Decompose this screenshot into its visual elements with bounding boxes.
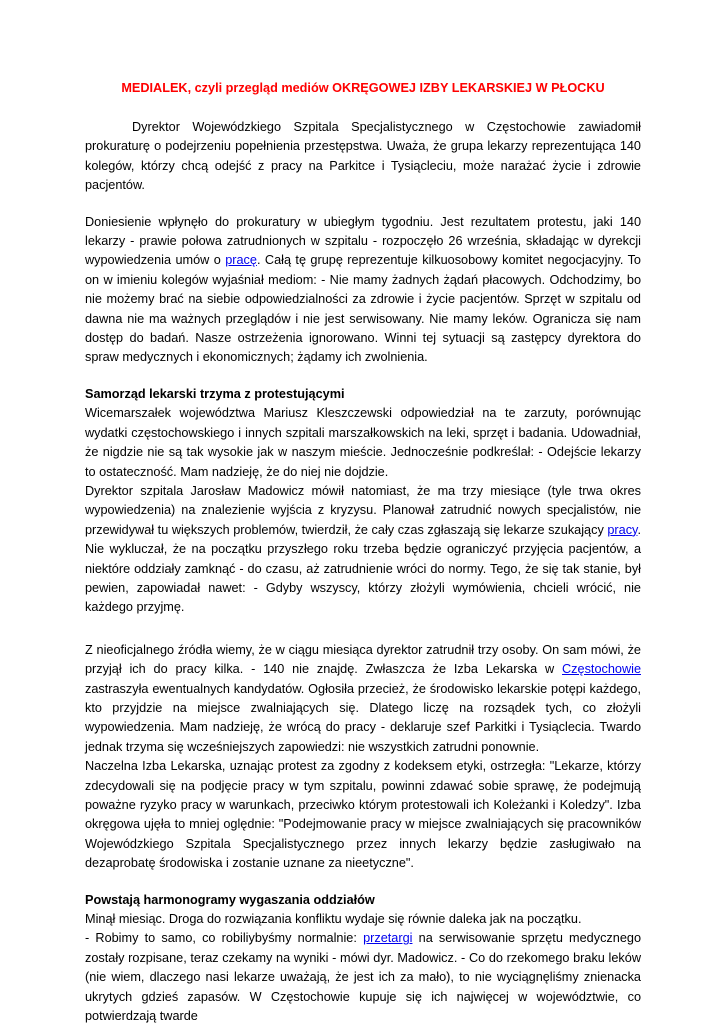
paragraph-text: Doniesienie wpłynęło do prokuratury w ubiegłym tygodniu. Jest rezultatem protestu, jaki 140 lekarzy - prawie połowa zatrudnionych w szpitalu - rozpoczęło 26 września, składając w dyrekcji wypowiedzenia umów o (85, 214, 641, 268)
paragraph-naczelna-izba: Naczelna Izba Lekarska, uznając protest za zgodny z kodeksem etyki, ostrzegła: "Lekarze, którzy zdecydowali się na podjęcie pracy w tym szpitalu, powinni zdawać sobie sprawę, że podejmują poważne ryzyko pracy w warunkach, przeciwko którym protestowali ich Koleżanki i Koledzy". Izba okręgowa ujęła to mniej oględnie: "Podejmowanie pracy w miejsce zwalniających się pracowników Wojewódzkiego Szpitala Specjalistycznego przez innych lekarzy będzie zasługiwało na dezaprobatę środowiska i zostanie uznane za nieetyczne". (85, 759, 641, 871)
paragraph-text: Dyrektor szpitala Jarosław Madowicz mówił natomiast, że ma trzy miesiące (tyle trwa okres wypowiedzenia) na znalezienie wyjścia z kryzysu. Planował zatrudnić nowych specjalistów, nie przewidywał tu większych problemów, twierdził, że cały czas zgłaszają się lekarze szukający (85, 483, 641, 537)
link-pracy[interactable]: pracy (607, 522, 638, 537)
section-heading-harmonogramy: Powstają harmonogramy wygaszania oddziałów (85, 892, 375, 907)
link-przetargi[interactable]: przetargi (363, 931, 413, 946)
paragraph-doniesienie (85, 213, 641, 368)
paragraph-text: - Robimy to samo, co robiliybyśmy normalnie: (85, 931, 364, 946)
paragraph-minal-miesiac: Minął miesiąc. Droga do rozwiązania konfliktu wydaje się równie daleka jak na początku. (85, 912, 582, 927)
paragraph-text: Z nieoficjalnego źródła wiemy, że w ciągu miesiąca dyrektor zatrudnił trzy osoby. On sam mówi, że przyjął ich do pracy kilka. - 140 nie znajdę. Zwłaszcza że Izba Lekarska w (85, 642, 641, 677)
paragraph-text: . Nie wykluczał, że na początku przyszłego roku trzeba będzie ograniczyć przyjęcia pacjentów, a niektóre oddziały zamknąć - do czasu, aż zatrudnienie wróci do normy. Tego, że się tak stanie, był pewien, zapowiadał nawet: - Gdyby wszyscy, którzy złożyli wymówienia, chcieli wrócić, nie każdego przyjmę. (85, 522, 641, 615)
spacer (85, 874, 641, 891)
paragraph-intro: Dyrektor Wojewódzkiego Szpitala Specjalistycznego w Częstochowie zawiadomił prokuraturę o podejrzeniu popełnienia przestępstwa. Uważa, że grupa lekarzy reprezentująca 140 kolegów, którzy chcą odejść z pracy na Parkitce i Tysiącleciu, może narażać życie i zdrowie pacjentów. (85, 120, 641, 193)
spacer (85, 196, 641, 213)
paragraph-text: . Całą tę grupę reprezentuje kilkuosobowy komitet negocjacyjny. To on w imieniu kolegów wyjaśniał mediom: - Nie mamy żadnych żądań płacowych. Odchodzimy, bo nie możemy brać na siebie odpowiedzialności za zdrowie i życie pacjentów. Sprzęt w szpitalu od dawna nie ma ważnych przeglądów i nie jest serwisowany. Nie mamy leków. Ogranicza się nam dostęp do badań. Nasze ostrzeżenia ignorowano. Winni tej sytuacji są zastępcy dyrektora do spraw medycznych i ekonomicznych; żądamy ich zwolnienia. (85, 253, 641, 365)
paragraph-wicemarszalek: Wicemarszałek województwa Mariusz Kleszczewski odpowiedział na te zarzuty, porównując wydatki częstochowskiego i innych szpitali marszałkowskich na leki, sprzęt i badania. Udowadniał, że nigdzie nie są tak wysokie jak w naszym mieście. Jednocześnie podkreślał: - Odejście lekarzy to ostateczność. Mam nadzieję, że do niej nie dojdzie. (85, 406, 641, 479)
link-prace[interactable]: pracę (225, 253, 257, 268)
paragraph-robimy (85, 929, 641, 1026)
link-czestochowie[interactable]: Częstochowie (562, 662, 641, 677)
document-title: MEDIALEK, czyli przegląd mediów OKRĘGOWEJ IZBY LEKARSKIEJ W PŁOCKU (121, 81, 605, 95)
section-heading-samorzad: Samorząd lekarski trzyma z protestującymi (85, 386, 345, 401)
spacer (85, 618, 641, 641)
paragraph-nieoficjalne (85, 641, 641, 757)
paragraph-text: zastraszyła ewentualnych kandydatów. Ogłosiła przecież, że środowisko lekarskie potępi każdego, kto przyjdzie na miejsce zwalniających się. Dlatego liczę na rozsądek tych, co złożyli wypowiedzenia. Mam nadzieję, że wrócą do pracy - deklaruje szef Parkitki i Tysiąclecia. Twardo jednak trzyma się wcześniejszych zapowiedzi: nie wszystkich zatrudni ponownie. (85, 681, 641, 754)
paragraph-text: na serwisowanie sprzętu medycznego zostały rozpisane, teraz czekamy na wyniki - mówi dyr. Madowicz. - Co do rzekomego braku leków (nie wiem, dlaczego nasi lekarze uważają, że jest ich za mało), to nie wyciągnęliśmy znienacka ukrytych gdzieś zapasów. W Częstochowie kupuje się ich najwięcej w województwie, co potwierdzają twarde (85, 931, 641, 1024)
spacer (85, 368, 641, 385)
document-page (85, 78, 641, 1026)
paragraph-dyrektor (85, 482, 641, 618)
